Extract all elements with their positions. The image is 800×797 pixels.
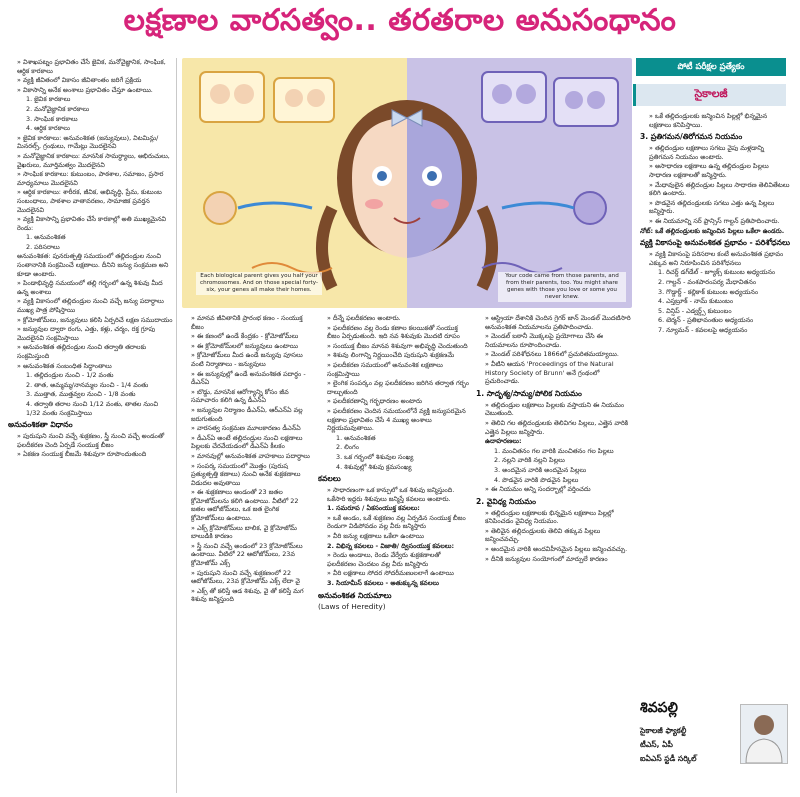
author-location: టీఎస్, ఏపీ (640, 740, 673, 749)
list-item: 1. రిచర్డ్ డగ్‌డేల్ - జ్యూక్స్ కుటుంబ అధ్యయనం (658, 268, 776, 277)
list-item: » జైవిక కారకాలు: అనువంశికత (జన్యువులు), విటమిన్లు/ మినరల్స్, గ్రంథులు, గామేట్లు మొదలైనవి (17, 133, 159, 151)
headline: లక్షణాల వారసత్వం.. తరతరాల అనుసంధానం (123, 3, 677, 38)
list-item: » ఎక్స్ క్రోమోజోమ్‌లు బాలిక, వై క్రోమోజోమ్ బాలుడికి కారణం (191, 523, 297, 541)
section-heading: 3. ప్రతిగమన/తిరోగమన నియమం (640, 132, 743, 142)
list-item: » పురుషుని నుంచి వచ్చే శుక్రకణం, స్త్రీ నుంచి వచ్చే అండంతో ఫలదీకరణ చెంది ఏర్పడే సంయుక్త బీజం (17, 432, 165, 449)
list-item: » రెండు అండాలు, రెండు వేర్వేరు శుక్రకణాలతో ఫలదీకరణం చెందటం వల్ల వీరు జన్మిస్తారు (327, 551, 441, 568)
list-item: » వ్యక్తి వికాసంపై పరిసరాల కంటే అనువంశికత ప్రభావం ఎక్కువ అని నిరూపించిన పరిశోధనలు (649, 250, 784, 267)
competitive-exam-tag: పోటీ పరీక్షల ప్రత్యేకం (636, 58, 786, 76)
list-item: » వ్యక్తి జీవితంలో వికాసం జీవితాంతం జరిగే ప్రక్రియ (17, 76, 142, 85)
list-item: 1. సమరూప / ఏకసంయుక్త కవలలు: (327, 504, 420, 513)
list-item: » మానవుల్లో అనువంశికత వాహకాలు పదార్థాలు (191, 451, 310, 460)
column-1 (8, 58, 174, 793)
list-item: » సంపర్క సమయంలో మొత్తం (పురుష ప్రత్యుత్పత్తి కణాలు) నుంచి అనేక శుక్రకణాలు విడుదల అవుతాయి (191, 461, 301, 487)
list-item: 2. విభిన్న కవలలు - విజాతి/ ద్విసంయుక్త కవలలు: (327, 541, 455, 550)
list-item: 2. పరిసరాలు (26, 242, 60, 251)
list-item: 1. తల్లిదండ్రుల నుంచి - 1/2 వంతు (26, 371, 114, 380)
list-item: » డీఎన్ఏ అంటే తల్లిదండ్రుల నుంచి లక్షణాలు పిల్లలకు చేరవేయడంలో డీఎన్ఏ కీలకం (191, 433, 303, 451)
list-item: » తెలివి గల తల్లిదండ్రులకు తెలివిగల పిల్లలు, ఎత్తైన వారికి ఎత్తైన పిల్లలు జన్మిస్తారు. (485, 418, 629, 436)
list-item: » మానవ జీవితానికి ప్రారంభ కణం - సంయుక్త బీజం (191, 314, 303, 331)
list-item: 2. మనోవైజ్ఞానిక కారకాలు (26, 104, 90, 113)
list-item: » లైంగిక సంపర్కం వల్ల ఫలదీకరణం జరిగిన తర్వాత గర్భం దాల్చుతుంది (327, 379, 470, 396)
list-item: 1. మంచితనం గల వారికి మంచితనం గల పిల్లలు (494, 446, 614, 455)
section-heading: వ్యక్తి వికాసంపై అనువంశికత ప్రభావం - పరిశోధనలు (640, 238, 790, 248)
author-byline (640, 700, 790, 792)
list-item: » అసాధారణ లక్షణాలు ఉన్న తల్లిదండ్రుల పిల్లలు సాధారణ లక్షణాలతో జన్మిస్తారు. (649, 162, 769, 179)
list-item: 1. అనువంశికత (26, 233, 66, 242)
list-item: » మెండల్ పరిశోధనలు 1866లో ప్రచురితమయ్యాయి. (485, 350, 619, 359)
list-item: ఉదాహరణలు: (485, 437, 522, 446)
list-item: 2. నల్లని వారికి నల్లని పిల్లలు (494, 456, 565, 465)
section-heading: 2. వైవిధ్య నియమం (476, 496, 537, 506)
list-item: » శిశువు లింగాన్ని నిర్ణయించేది పురుషుని శుక్రకణమే (327, 351, 455, 360)
author-title: సైకాలజీ ఫ్యాకల్టీ (640, 726, 687, 735)
list-item: » ఫలదీకరణాన్ని గర్భధారణం అంటారు (327, 397, 422, 406)
column-4 (476, 314, 632, 792)
list-item: » వీరి జన్యు లక్షణాలు ఒకేలా ఉంటాయి (327, 532, 424, 541)
caption-right: Your code came from those parents, and from their parents, too. You might share genes with those you love or some you never knew. (498, 272, 626, 302)
list-item: 2. లింగం (336, 443, 359, 452)
list-item: » వీరి లక్షణాలు సోదర సోదరీమణులలాగే ఉంటాయి (327, 569, 454, 578)
list-item: అనువంశికత: పునరుత్పత్తి సమయంలో తల్లిదండ్రుల నుంచి సంతానానికి సంక్రమించే లక్షణాలు. దీనిని జన్యు సంక్రమణ అని కూడా అంటారు. (17, 252, 169, 278)
section-heading: అనువంశికత నియమాలు (318, 590, 392, 600)
list-item: » జన్యువుల నిర్మాణం డీఎన్ఏ, ఆర్ఎన్ఏ వల్ల జరుగుతుంది (191, 405, 303, 423)
list-item: 6. టెర్మన్ - ప్రతిభావంతుల అధ్యయనం (658, 316, 754, 325)
list-item: 4. ఎస్తబ్రూక్ - నామ్ కుటుంబం (658, 297, 734, 306)
list-item: » సంయుక్త బీజం మానవ శిశువుగా అభివృద్ధి చెందుతుంది (327, 341, 468, 350)
column-3 (318, 314, 470, 792)
section-heading: కవలలు (318, 474, 341, 484)
note: నోట్: ఒకే తల్లిదండ్రులకు జన్మించిన పిల్లలు ఒకేలా ఉండరు. (640, 226, 785, 235)
list-item: » వీటిని ఆయన 'Proceedings of the Natural History Society of Brunn' అనే గ్రంథంలో ప్రచురించాడు. (485, 359, 614, 386)
column-divider (176, 58, 177, 793)
list-item: 1. అనువంశికత (336, 433, 376, 442)
list-item: » ఫలదీకరణం చెందిన సమయంలోనే వ్యక్తి జన్యుపరమైన లక్షణాల ప్రభావితం చేసే 4 ముఖ్య అంశాలు నిర్ణయమవుతాయి. (327, 406, 466, 433)
list-item: 2. తాత, అమ్మమ్మ/నానమ్మల నుంచి - 1/4 వంతు (26, 380, 149, 389)
list-item: » క్రోమోజోమ్‌లు, జన్యువులు కలిసి ఏర్పరిచే లక్షణ సముదాయం (17, 315, 173, 324)
list-item: » అనువంశికత సంబంధిత సిద్ధాంతాలు (17, 361, 112, 370)
list-item: 2. గాల్టన్ - వంశపారంపర్య మేధావితనం (658, 277, 757, 286)
column-2 (182, 314, 312, 792)
column-5 (640, 112, 790, 694)
list-item: » వారసత్వ సంక్రమణ మూలకారణం డీఎన్ఏ (191, 424, 301, 433)
list-item: » తల్లిదండ్రుల లక్షణాలకు భిన్నమైన లక్షణాలు పిల్లల్లో కనిపించడం వైవిధ్య నియమం. (485, 508, 614, 526)
list-item: » దీన్నే ఫలదీకరణం అంటారు. (327, 314, 401, 322)
list-item: 5. విన్షిప్ - ఎడ్వర్డ్స్ కుటుంబం (658, 306, 732, 315)
list-item: 7. న్యూమన్ - కవలలపై అధ్యయనం (658, 325, 748, 334)
subject-tag: సైకాలజీ (633, 84, 786, 106)
list-item: » ఒకే తల్లిదండ్రులకు జన్మించిన పిల్లల్లో భిన్నమైన లక్షణాలు కనిపిస్తాయి. (649, 112, 768, 129)
list-item: » మెండల్ బఠానీ మొక్కలపై ప్రయోగాలు చేసి ఈ నియమాలను రూపొందించాడు. (485, 332, 603, 349)
list-item: » ఆస్ట్రియా దేశానికి చెందిన గ్రెగర్ జాన్ మెండల్ మొదటిసారి అనువంశికత నియమాలను ప్రతిపాదించాడు. (485, 314, 631, 331)
person-icon (741, 705, 787, 763)
author-affiliation: ఐఏఎస్ స్టడీ సర్కిల్ (640, 754, 697, 763)
list-item: » మేధావులైన తల్లిదండ్రుల పిల్లలు సాధారణ తెలివితేటలు కలిగి ఉంటారు. (649, 180, 790, 198)
list-item: » పురుషుని నుంచి వచ్చే శుక్రకణంలో 22 ఆటోజోమ్‌లు, 23వ క్రోమోజోమ్ ఎక్స్ లేదా వై (191, 568, 300, 586)
list-item: » ఈ క్రోమోజోమ్‌లలో జన్యువులు ఉంటాయి (191, 341, 298, 350)
list-item: » అందమైన వారికి అందవిహీనమైన పిల్లలు జన్మించవచ్చు. (485, 545, 628, 554)
child-illustration (182, 58, 632, 308)
list-item: » ఒకే అండం, ఒకే శుక్రకణం వల్ల ఏర్పడిన సంయుక్త బీజం రెండుగా విడిపోవడం వల్ల వీరు జన్మిస్తారు (327, 513, 466, 531)
list-item: » ఫలదీకరణం వల్ల రెండు కణాల కలయికతో సంయుక్త బీజం ఏర్పడుతుంది. ఇది నవ శిశువుకు మొదటి రూపం (327, 323, 460, 341)
list-item: » ఈ కణంలో ఉండే కేంద్రకం - క్రోమోజోమ్‌లు (191, 332, 299, 341)
list-item: 3. ఒక గర్భంలో శిశువుల సంఖ్య (336, 452, 414, 461)
list-item: 4. పొడవైన వారికి పొడవైన పిల్లలు (494, 475, 579, 484)
list-item: » తల్లిదండ్రుల లక్షణాలు పిల్లలకు వస్తాయని ఈ నియమం చెబుతుంది. (485, 400, 625, 418)
list-item: 3. సియామీస్ కవలలు - అతుక్కున్న కవలలు (327, 579, 439, 588)
list-item: » ఆర్థిక కారకాలు: శారీరక, జీవిక, అభివృద్ధి, ప్రేమ, కుటుంబ సంబంధాలు, పాఠశాల వాతావరణం, సామాజిక ప్రవర్తన మొదలైనవి (17, 188, 162, 214)
list-item: » ఎక్స్ తో కలిస్తే ఆడ శిశువు, వై తో కలిస్తే మగ శిశువు జన్మిస్తుంది (191, 586, 304, 604)
list-item: » విశాఖపట్నం ప్రభావితం చేసే జైవిక, మనోవైజ్ఞానిక, సాంఘిక, ఆర్థిక కారకాలు (17, 58, 166, 75)
author-photo (740, 704, 788, 764)
list-item: 3. ముత్తాత, ముత్తవ్వల నుంచి - 1/8 వంతు (26, 390, 136, 399)
list-item: 4. ఆర్థిక కారకాలు (26, 124, 70, 133)
list-item: 3. గొడ్డార్డ్ - కల్లికాక్ కుటుంబ అధ్యయనం (658, 287, 759, 296)
list-item: 4. తర్వాతి తరాల నుంచి 1/12 వంతు, తాతల నుంచి 1/32 వంతు సంక్రమిస్తాయి (26, 399, 159, 417)
list-item: » పిండాభివృద్ధి సమయంలో తల్లి గర్భంలో ఉన్న శిశువు మీద ఉన్న అంశాలు (17, 279, 163, 296)
author-name: శివపల్లి (640, 700, 678, 716)
list-item: 4. శిశువుల్లో శిశువు క్రమసంఖ్య (336, 462, 412, 471)
list-item: » సాధారణంగా ఒక కాన్పులో ఒక శిశువు జన్మిస్తుంది. ఒకేసారి ఇద్దరు శిశువులు జన్మిస్తే కవలలు అంటారు. (327, 486, 455, 503)
list-item: » ఫలదీకరణ సమయంలో అనువంశిక లక్షణాలు సంక్రమిస్తాయి (327, 360, 443, 378)
list-item: 3. సాంఘిక కారకాలు (26, 114, 78, 123)
list-item: » పొడవైన తల్లిదండ్రులకు సగటు ఎత్తు ఉన్న పిల్లలు జన్మిస్తారు. (649, 198, 775, 216)
list-item: » ఈ జన్యువుల్లో ఉండే అనువంశికత పదార్థం - డీఎన్ఏ (191, 369, 306, 387)
list-item: 3. అందమైన వారికి అందమైన పిల్లలు (494, 465, 587, 474)
list-item: » వ్యక్తి వికాసంలో తల్లిదండ్రుల నుంచి వచ్చే జన్యు పదార్థాలు ముఖ్య పాత్ర పోషిస్తాయి (17, 297, 164, 315)
list-item: » అనువంశికత తల్లిదండ్రుల నుంచి తర్వాతి తరాలకు సంక్రమిస్తుంది (17, 343, 147, 360)
list-item: » తల్లిదండ్రుల లక్షణాలు సగటు వైపు మళ్లడాన్ని ప్రతిగమన నియమం అంటారు. (649, 144, 765, 161)
list-item: » ఈ నియమం అన్ని సందర్భాల్లో వర్తించదు (485, 485, 591, 494)
list-item: 1. జైవిక కారకాలు (26, 95, 71, 104)
list-item: » బొడ్డు, మానసిక ఆరోగ్యాన్ని కోసం జీవ సమాచారం కలిగి ఉన్న డీఎన్ఏ (191, 387, 289, 405)
list-item: » దీనికి జన్యువుల సంయోగంలో మార్పులే కారణం (485, 554, 608, 563)
list-item: » క్రోమోజోమ్‌లు మీద ఉండే జన్యువు పూసలు వంటి నిర్మాణాలు - జన్యువులు (191, 351, 303, 368)
caption-left: Each biological parent gives you half your chromosomes. And on those special forty-six, your genes all make their homes. (196, 272, 322, 295)
list-item: » ఏకకణ సంయుక్త బీజమే శిశువుగా రూపొందుతుంది (17, 450, 147, 459)
list-item: » స్త్రీ నుంచి వచ్చే అండంలో 23 క్రోమోజోమ్‌లు ఉంటాయి. వీటిలో 22 ఆటోజోమ్‌లు, 23వ క్రోమోజోమ్ ఎక్స్ (191, 541, 303, 568)
list-item: » సాంఘిక కారకాలు: కుటుంబం, పాఠశాల, సమాజం, ప్రసార మాధ్యమాలు మొదలైనవి (17, 170, 164, 187)
section-subheading: (Laws of Heredity) (318, 601, 386, 611)
list-item: » వ్యక్తి వికాసాన్ని ప్రభావితం చేసే కారకాల్లో అతి ముఖ్యమైనవి రెండు: (17, 215, 167, 232)
section-heading: అనువంశికతా విధానం (8, 420, 73, 430)
hero-illustration (182, 58, 632, 308)
list-item: » వికాసాన్ని అనేక అంశాలు ప్రభావితం చేస్తూ ఉంటాయి. (17, 85, 153, 94)
section-heading: 1. సాదృశ్య/సామ్య/పోలిక నియమం (476, 388, 582, 398)
list-item: » ఈ నియమాన్ని సర్ ఫ్రాన్సిస్ గాల్టన్ ప్రతిపాదించారు. (649, 216, 780, 225)
list-item: » ఈ శుక్రకణాలు అండంతో 23 జతల క్రోమోజోమ్‌లను కలిగి ఉంటాయి. వీటిలో 22 జతల ఆటోజోమ్‌లు, ఒక జత లైంగిక క్రోమోజోమ్‌లు ఉంటాయి. (191, 488, 299, 523)
list-item: » మనోవైజ్ఞానిక కారకాలు: మానసిక సామర్థ్యాలు, అభిరుచులు, వైఖరులు, మూర్తిమత్వం మొదలైనవి (17, 151, 170, 169)
list-item: » జన్యువుల ద్వారా రంగు, ఎత్తు, కళ్లు, చర్మం, రక్త గ్రూపు మొదలైనవి సంక్రమిస్తాయి (17, 325, 156, 342)
list-item: » తెలివైన తల్లిదండ్రులకు తెలివి తక్కువ పిల్లలు జన్మించవచ్చు. (485, 526, 601, 544)
